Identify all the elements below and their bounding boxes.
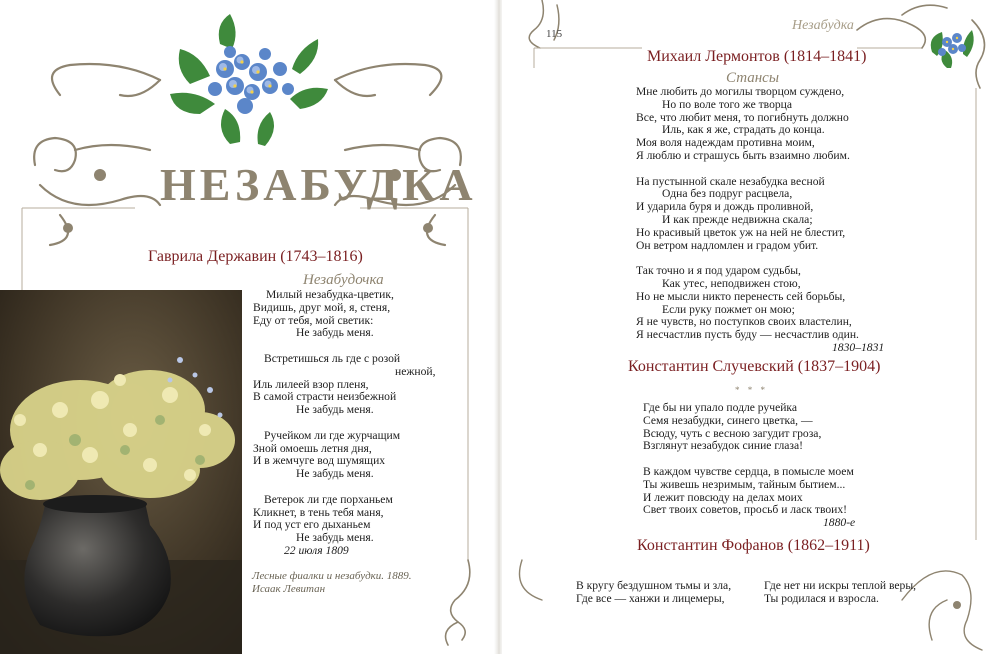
poem-line: Не забудь меня. — [296, 467, 374, 481]
poem-text-lermontov — [636, 86, 966, 355]
poem-line: Моя воля надеждам противна моим, — [636, 136, 815, 150]
poem-line: Все, что любит меня, то погибнуть должно — [636, 110, 849, 124]
poem-line: Я несчастлив пусть буду — несчастлив один. — [636, 328, 859, 342]
poem-line: Ветерок ли где порханьем — [264, 492, 393, 506]
section-stars-divider: * * * — [735, 385, 768, 395]
painting-caption-line: Исаак Левитан — [252, 583, 326, 595]
poem-line: Где бы ни упало подле ручейка — [643, 401, 798, 414]
poem-text-fofanov-col1 — [576, 580, 756, 606]
poem-line: Видишь, друг мой, я, стеня, — [253, 300, 391, 314]
painting-forget-me-nots — [0, 290, 242, 654]
poem-line: Он ветром надломлен и градом убит. — [636, 238, 819, 252]
poem-line: Ручейком ли где журчащим — [264, 428, 401, 442]
poem-line: Ты живешь незримым, тайным бытием... — [643, 477, 846, 491]
poem-text-sluchevsky — [643, 402, 973, 530]
section-author-lermontov: Михаил Лермонтов (1814–1841) — [647, 48, 867, 65]
poem-text-fofanov-col2 — [764, 580, 944, 606]
poem-line: И как прежде недвижна скала; — [662, 212, 813, 226]
poem-line: Так точно и я под ударом судьбы, — [636, 264, 801, 278]
section-author-sluchevsky: Константин Случевский (1837–1904) — [628, 358, 881, 375]
poem-line: Но не мысли никто перенесть сей борьбы, — [636, 289, 846, 303]
poem-line: И лежит повсюду на делах моих — [643, 490, 803, 504]
poem-line: Зной омоешь летня дня, — [253, 441, 372, 455]
poem-line: В кругу бездушном тьмы и зла, — [576, 579, 732, 592]
poem-line: Иль лилеей взор пленя, — [253, 377, 369, 391]
poem-line: Где нет ни искры теплой веры, — [764, 579, 917, 592]
painting-caption-line: Лесные фиалки и незабудки. 1889. — [252, 570, 412, 582]
poem-line: Ты родилася и взросла. — [764, 591, 879, 605]
left-page — [0, 0, 496, 654]
running-header: Незабудка — [792, 18, 854, 33]
poem-line: Если руку пожмет он мою; — [662, 302, 795, 316]
poem-line: Но красивый цветок уж на ней не блестит, — [636, 225, 846, 239]
page-number: 115 — [546, 28, 563, 40]
poem-line: Кликнет, в тень тебя маня, — [253, 505, 384, 519]
poem-line: Где все — ханжи и лицемеры, — [576, 591, 725, 605]
poem-line: Еду от тебя, мой светик: — [253, 313, 374, 327]
poem-date: 22 июля 1809 — [284, 543, 349, 557]
poem-line: Свет твоих советов, просьб и ласк твоих! — [643, 503, 848, 517]
corner-forget-me-not-icon — [927, 22, 977, 70]
section-author-fofanov: Константин Фофанов (1862–1911) — [637, 537, 870, 554]
poem-line: Мне любить до могилы творцом суждено, — [636, 85, 845, 98]
poem-date: 1830–1831 — [832, 340, 885, 354]
poem-line: Я люблю и страшусь быть взаимно любим. — [636, 148, 850, 162]
poem-text — [250, 289, 450, 558]
poem-line: Иль, как я же, страдать до конца. — [662, 123, 825, 137]
painting-caption — [252, 570, 452, 596]
poem-line: Не забудь меня. — [296, 326, 374, 340]
poem-line: И ударила буря и дождь проливной, — [636, 200, 814, 214]
poem-title: Незабудочка — [303, 272, 384, 288]
poem-line: И в жемчуге вод шумящих — [253, 454, 386, 468]
poem-line: В каждом чувстве сердца, в помысле моем — [643, 464, 854, 478]
poem-line: И под уст его дыханьем — [253, 518, 371, 532]
poem-line: Но по воле того же творца — [662, 97, 793, 111]
poem-title-stansy: Стансы — [726, 70, 779, 86]
poem-line: Семя незабудки, синего цветка, — — [643, 413, 813, 427]
poem-line: Всюду, чуть с весною загудит гроза, — [643, 426, 822, 440]
poem-line: Милый незабудка-цветик, — [266, 288, 394, 301]
poem-line: Одна без подруг расцвела, — [662, 187, 793, 201]
poem-line: Не забудь меня. — [296, 403, 374, 417]
poem-author: Гаврила Державин (1743–1816) — [148, 248, 363, 265]
poem-line: Встретишься ль где с розой — [264, 351, 401, 365]
poem-line: Не забудь меня. — [296, 531, 374, 545]
poem-line: В самой страсти неизбежной — [253, 390, 397, 404]
poem-line: Как утес, неподвижен стою, — [662, 276, 801, 290]
poem-date: 1880-е — [823, 516, 856, 530]
right-page — [502, 0, 1000, 654]
poem-line: Взглянут незабудок синие глаза! — [643, 439, 804, 453]
chapter-title: НЕЗАБУДКА — [160, 159, 477, 210]
poem-line: На пустынной скале незабудка весной — [636, 174, 825, 188]
poem-line: нежной, — [395, 364, 436, 378]
poem-line: Я не чувств, но поступков своих властелин, — [636, 315, 852, 329]
